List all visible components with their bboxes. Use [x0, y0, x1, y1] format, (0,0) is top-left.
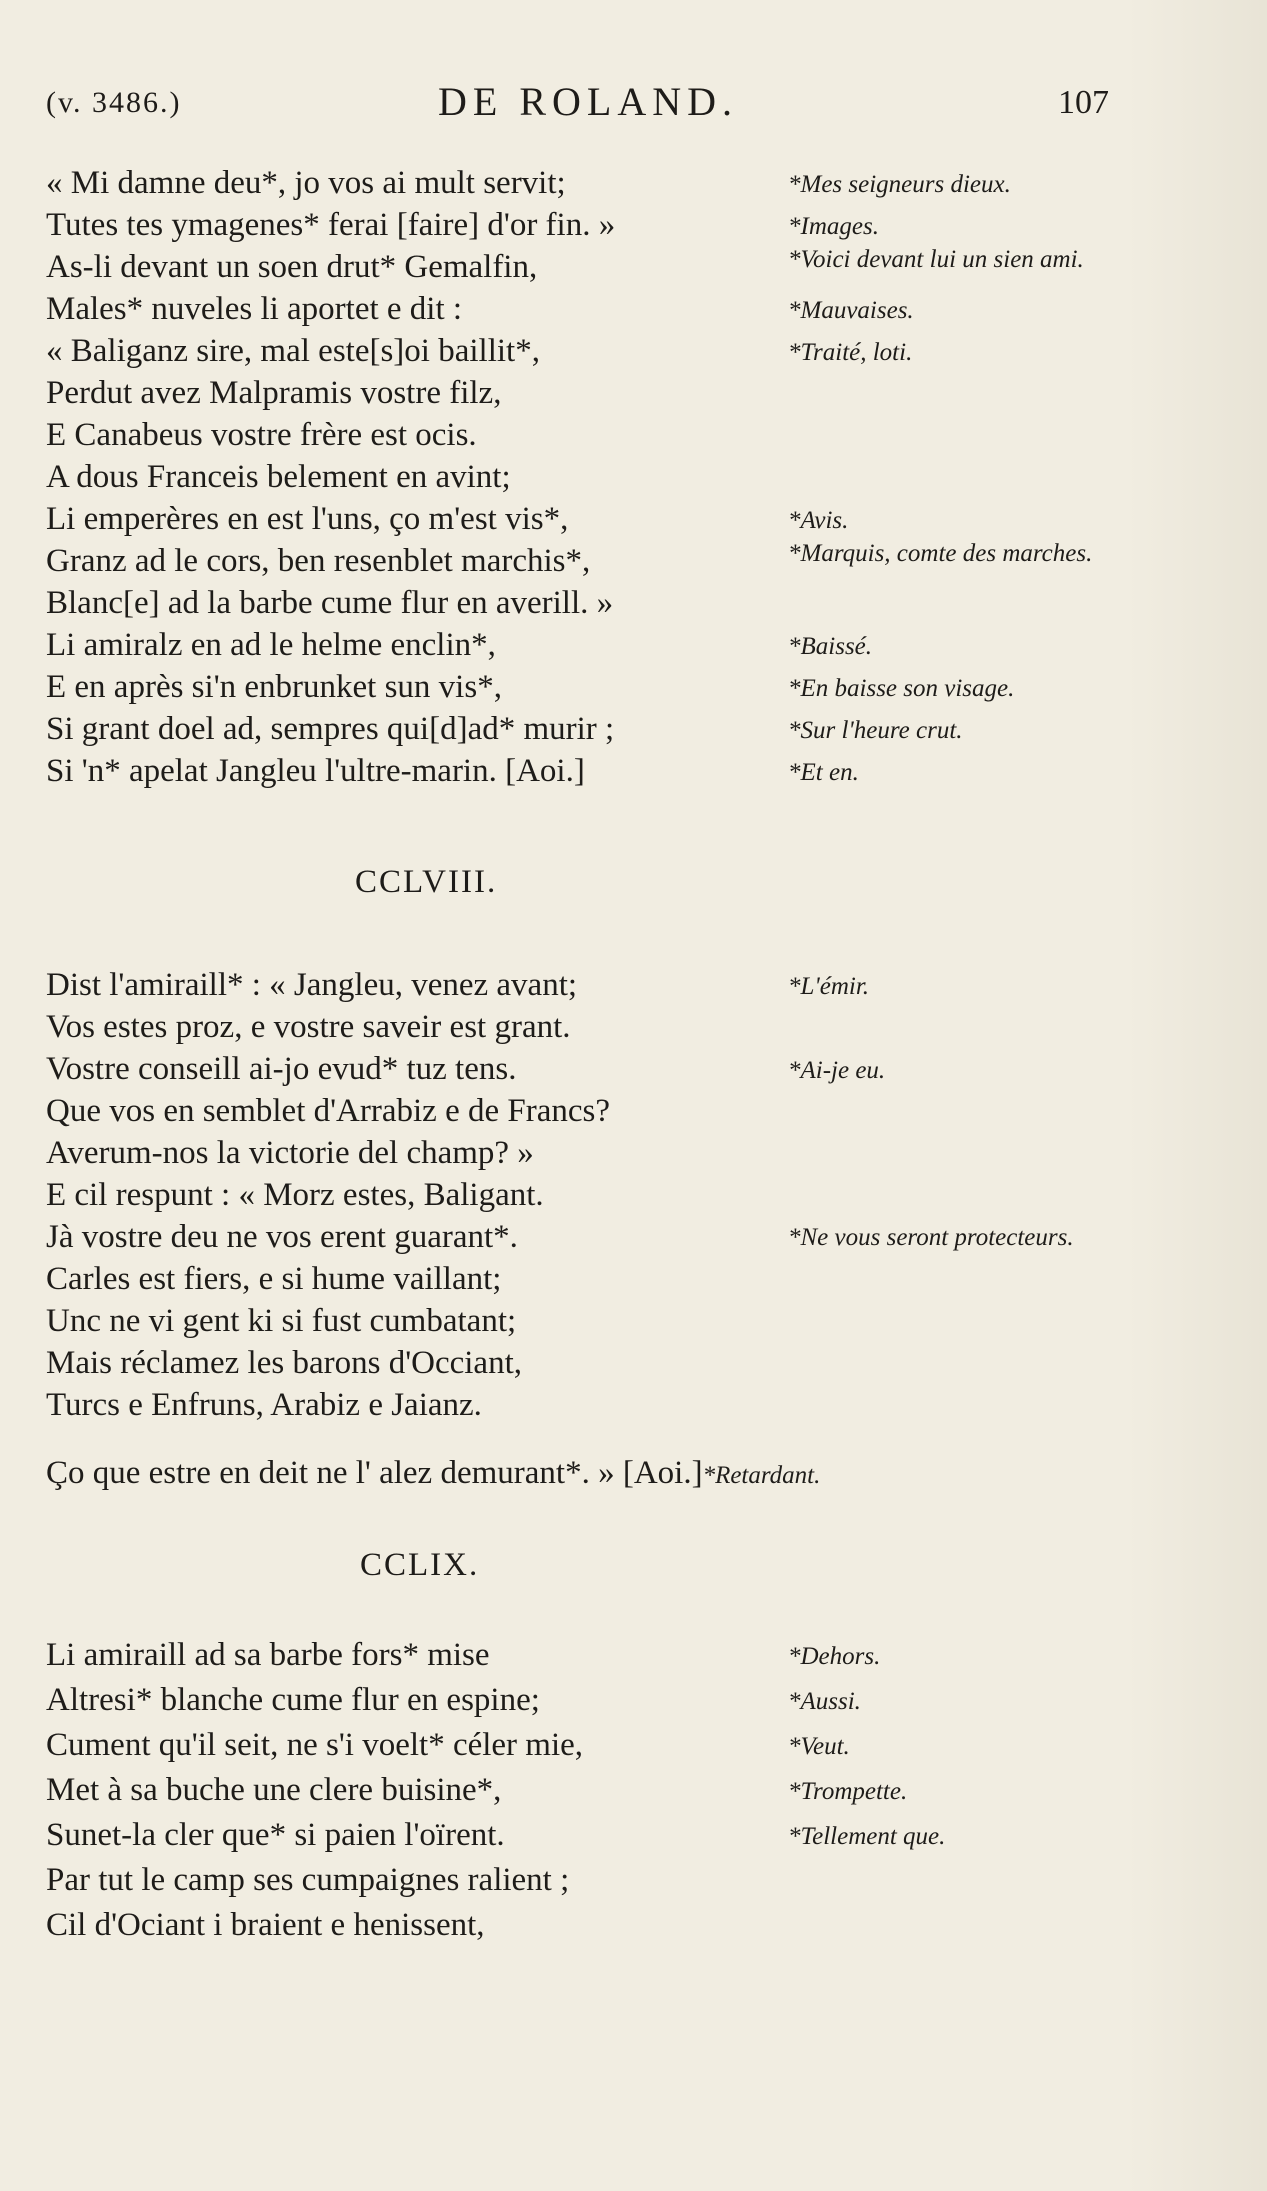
verse-line: E Canabeus vostre frère est ocis. [46, 417, 477, 453]
verse-line: Li emperères en est l'uns, ço m'est vis*, [46, 501, 569, 537]
verse-line: « Mi damne deu*, jo vos ai mult servit; [46, 165, 566, 201]
gloss-note: *Tellement que. [788, 1823, 946, 1850]
verse-line: Si 'n* apelat Jangleu l'ultre-marin. [Aoi.] [46, 753, 585, 789]
verse-line: Mais réclamez les barons d'Occiant, [46, 1345, 523, 1381]
verse-line-text: Ço que estre en deit ne l' alez demurant*. » [Aoi.] [46, 1455, 703, 1491]
verse-line: Que vos en semblet d'Arrabiz e de Francs? [46, 1093, 610, 1129]
verse-line: E en après si'n enbrunket sun vis*, [46, 669, 502, 705]
running-header [0, 78, 1267, 128]
gloss-note: *Sur l'heure crut. [788, 717, 963, 744]
gloss-note: *Mauvaises. [788, 297, 914, 324]
gloss-note: *Retardant. [702, 1462, 821, 1489]
gloss-note: *Images. [788, 213, 879, 240]
verse-line: Met à sa buche une clere buisine*, [46, 1772, 502, 1808]
page-gutter-shadow [1127, 0, 1267, 2191]
verse-line: Si grant doel ad, sempres qui[d]ad* murir ; [46, 711, 615, 747]
verse-line: Turcs e Enfruns, Arabiz e Jaianz. [46, 1387, 482, 1423]
verse-line: Dist l'amiraill* : « Jangleu, venez avant; [46, 967, 578, 1003]
page-number: 107 [1058, 84, 1109, 121]
gloss-note: *L'émir. [788, 973, 870, 1000]
gloss-note: *Avis. [788, 507, 849, 534]
gloss-note: *En baisse son visage. [788, 675, 1015, 702]
verse-line: Cument qu'il seit, ne s'i voelt* céler mie, [46, 1727, 584, 1763]
verse-line: Carles est fiers, e si hume vaillant; [46, 1261, 502, 1297]
verse-line: Vostre conseill ai-jo evud* tuz tens. [46, 1051, 517, 1087]
verse-line: Unc ne vi gent ki si fust cumbatant; [46, 1303, 517, 1339]
gloss-note: *Trompette. [788, 1778, 908, 1805]
running-title: DE ROLAND. [438, 79, 738, 124]
verse-line-with-gloss [46, 1453, 820, 1496]
verse-line: Averum-nos la victorie del champ? » [46, 1135, 534, 1171]
verse-line: Li amiraill ad sa barbe fors* mise [46, 1637, 490, 1673]
verse-line: Par tut le camp ses cumpaignes ralient ; [46, 1862, 570, 1898]
gloss-note: *Baissé. [788, 633, 873, 660]
verse-line: Tutes tes ymagenes* ferai [faire] d'or fin. » [46, 207, 616, 243]
gloss-note: *Mes seigneurs dieux. [788, 171, 1011, 198]
gloss-note: *Et en. [788, 759, 859, 786]
gloss-note: *Veut. [788, 1733, 850, 1760]
gloss-note: *Dehors. [788, 1643, 881, 1670]
verse-line: Jà vostre deu ne vos erent guarant*. [46, 1219, 518, 1255]
verse-reference: (v. 3486.) [46, 86, 182, 119]
verse-line: Males* nuveles li aportet e dit : [46, 291, 463, 327]
laisse-heading: CCLVIII. [355, 864, 498, 900]
verse-line: Vos estes proz, e vostre saveir est grant. [46, 1009, 571, 1045]
gloss-note: *Ai-je eu. [788, 1057, 886, 1084]
verse-line: « Baliganz sire, mal este[s]oi baillit*, [46, 333, 540, 369]
verse-line: E cil respunt : « Morz estes, Baligant. [46, 1177, 544, 1213]
verse-line: Blanc[e] ad la barbe cume flur en averill. » [46, 585, 614, 621]
verse-line: Cil d'Ociant i braient e henissent, [46, 1907, 485, 1943]
gloss-note: *Voici devant lui un sien ami. [788, 246, 1084, 273]
gloss-note: *Marquis, comte des marches. [788, 540, 1093, 567]
verse-line: Sunet-la cler que* si paien l'oïrent. [46, 1817, 505, 1853]
verse-line: As-li devant un soen drut* Gemalfin, [46, 249, 538, 285]
verse-line: Perdut avez Malpramis vostre filz, [46, 375, 502, 411]
verse-line: Li amiralz en ad le helme enclin*, [46, 627, 496, 663]
verse-line: A dous Franceis belement en avint; [46, 459, 511, 495]
gloss-note: *Traité, loti. [788, 339, 913, 366]
verse-line: Granz ad le cors, ben resenblet marchis*, [46, 543, 591, 579]
gloss-note: *Ne vous seront protecteurs. [788, 1224, 1074, 1251]
laisse-heading: CCLIX. [360, 1547, 480, 1583]
gloss-note: *Aussi. [788, 1688, 861, 1715]
verse-line: Altresi* blanche cume flur en espine; [46, 1682, 540, 1718]
